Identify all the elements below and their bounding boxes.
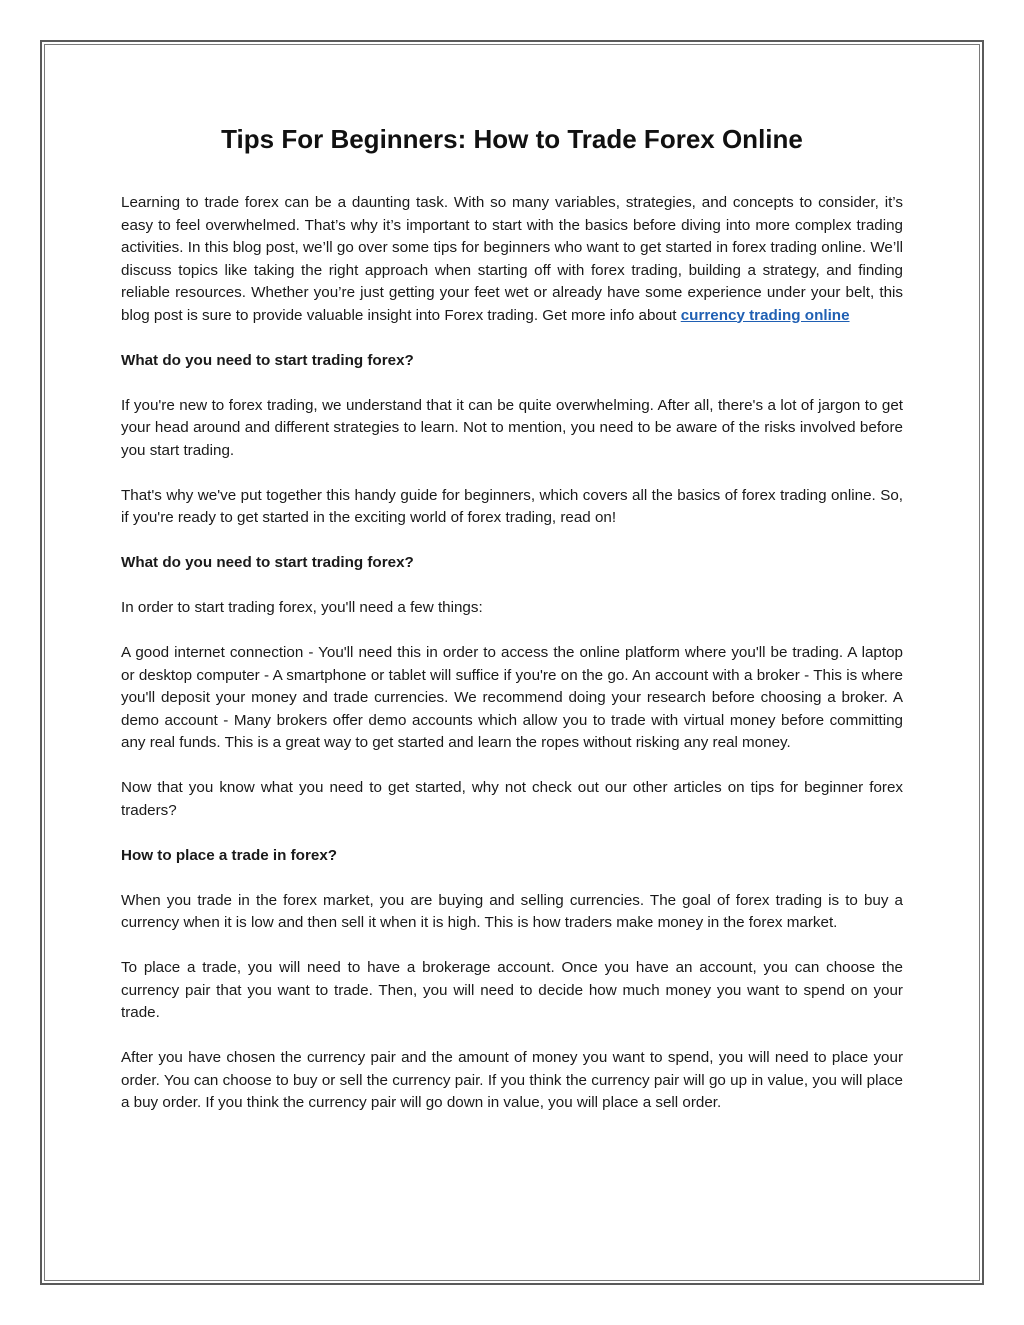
section-heading-2: What do you need to start trading forex?	[121, 554, 414, 571]
paragraph-7: To place a trade, you will need to have a brokerage account. Once you have an account, you can choose the currency pair that you want to trade. Then, you will need to decide how much money you want to spend on your trade.	[121, 959, 903, 1021]
intro-text: Learning to trade forex can be a daunting task. With so many variables, strategies, and concepts to consider, it’s easy to feel overwhelmed. That’s why it’s important to start with the basics before diving into more complex trading activities. In this blog post, we’ll go over some tips for beginners who want to get started in forex trading online. We’ll discuss topics like taking the right approach when starting off with forex trading, building a strategy, and finding reliable resources. Whether you’re just getting your feet wet or already have some experience under your belt, this blog post is sure to provide valuable insight into Forex trading. Get more info about	[121, 194, 903, 324]
document-title: Tips For Beginners: How to Trade Forex Online	[221, 124, 803, 154]
intro-paragraph	[121, 192, 903, 327]
paragraph-8: After you have chosen the currency pair and the amount of money you want to spend, you will need to place your order. You can choose to buy or sell the currency pair. If you think the currency pair will go up in value, you will place a buy order. If you think the currency pair will go down in value, you will place a sell order.	[121, 1049, 903, 1111]
paragraph-5: Now that you know what you need to get started, why not check out our other articles on tips for beginner forex traders?	[121, 779, 903, 819]
paragraph-3: In order to start trading forex, you'll need a few things:	[121, 599, 483, 616]
document-body	[121, 118, 903, 1137]
paragraph-4: A good internet connection - You'll need this in order to access the online platform where you'll be trading. A laptop or desktop computer - A smartphone or tablet will suffice if you're on the go. An account with a broker - This is where you'll deposit your money and trade currencies. We recommend doing your research before choosing a broker. A demo account - Many brokers offer demo accounts which allow you to trade with virtual money before committing any real funds. This is a great way to get started and learn the ropes without risking any real money.	[121, 644, 903, 751]
paragraph-1: If you're new to forex trading, we understand that it can be quite overwhelming. After all, there's a lot of jargon to get your head around and different strategies to learn. Not to mention, you need to be aware of the risks involved before you start trading.	[121, 396, 903, 459]
section-heading-1: What do you need to start trading forex?	[121, 351, 414, 369]
paragraph-6: When you trade in the forex market, you are buying and selling currencies. The goal of forex trading is to buy a currency when it is low and then sell it when it is high. This is how traders make money in the forex market.	[121, 891, 903, 931]
paragraph-2: That's why we've put together this handy guide for beginners, which covers all the basics of forex trading online. So, if you're ready to get started in the exciting world of forex trading, read on!	[121, 486, 903, 526]
currency-trading-online-link[interactable]: currency trading online	[680, 306, 850, 324]
section-heading-3: How to place a trade in forex?	[121, 846, 338, 864]
